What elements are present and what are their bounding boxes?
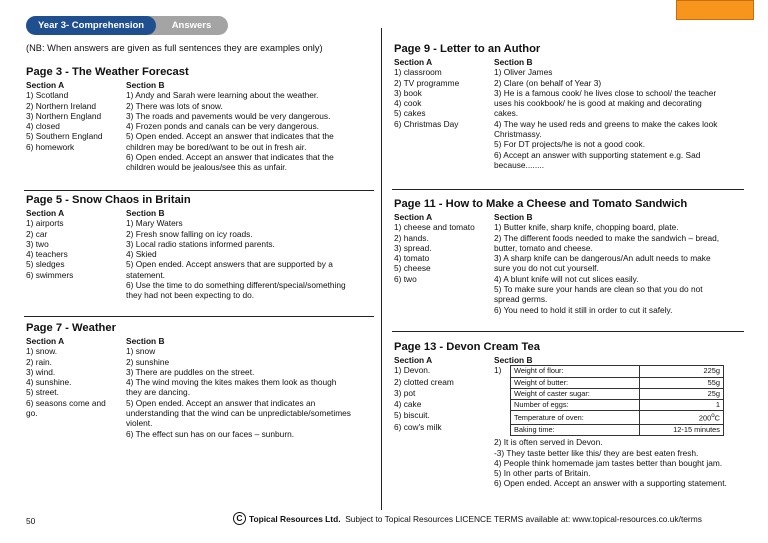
recipe-table-row bbox=[511, 424, 724, 435]
answer-row bbox=[26, 377, 376, 387]
section-b-answer: 5) For DT projects/he is not a good cook. bbox=[494, 139, 646, 150]
recipe-answer bbox=[494, 365, 744, 436]
section-b-answer: 3) He is a famous cook/ he lives close to school/ the teacher bbox=[494, 87, 717, 98]
answer-row bbox=[26, 229, 376, 239]
section-a-heading: Section A bbox=[26, 208, 65, 218]
tab-year3-comprehension[interactable]: Year 3- Comprehension bbox=[26, 16, 156, 35]
section-b-answer: 2) Clare (on behalf of Year 3) bbox=[494, 77, 602, 88]
section-title: Page 11 - How to Make a Cheese and Tomato Sandwich bbox=[394, 198, 688, 210]
section-a-answer: 3) pot bbox=[394, 387, 416, 398]
section-a-answer bbox=[26, 429, 126, 439]
degree-symbol: o bbox=[711, 412, 715, 420]
section-a-answer: 6) homework bbox=[26, 141, 75, 152]
section-headings bbox=[26, 80, 376, 90]
section-a-answer bbox=[26, 280, 126, 290]
section-a-answer: 3) Northern England bbox=[26, 110, 102, 121]
section-a-answer: 3) wind. bbox=[26, 366, 56, 377]
answer-row bbox=[394, 253, 744, 263]
section-a-answer: 4) closed bbox=[26, 121, 60, 132]
section-a-answer: 6) Christmas Day bbox=[394, 118, 459, 129]
section-a-answer: 1) Scotland bbox=[26, 90, 69, 101]
section-b-heading: Section B bbox=[494, 355, 533, 365]
answer-row bbox=[26, 259, 376, 269]
section-b-answer: 4) The wind moving the kites makes them look as though bbox=[126, 377, 337, 388]
company-name: Topical Resources Ltd. bbox=[249, 513, 341, 524]
section-a-answer bbox=[26, 418, 126, 428]
section-a-answer: 3) book bbox=[394, 87, 422, 98]
answer-row bbox=[26, 111, 376, 121]
section-b-answer: 6) Use the time to do something different/special/something bbox=[126, 280, 346, 291]
answer-row bbox=[26, 90, 376, 100]
section-b-answer: 3) There are puddles on the street. bbox=[126, 366, 255, 377]
answer-row bbox=[26, 101, 376, 111]
answer-row bbox=[26, 121, 376, 131]
section-b-heading: Section B bbox=[494, 212, 533, 222]
section-a-answer: 5) Southern England bbox=[26, 131, 103, 142]
answer-row bbox=[394, 274, 744, 284]
section-b-answer: 6) The effect sun has on our faces – sunburn. bbox=[126, 428, 295, 439]
section-page-5 bbox=[26, 194, 376, 301]
page-number: 50 bbox=[26, 516, 36, 526]
section-page-3 bbox=[26, 66, 376, 173]
section-a-answer: 4) teachers bbox=[26, 249, 68, 260]
answer-row bbox=[394, 243, 744, 253]
section-b-answer: sure you do not cut yourself. bbox=[494, 263, 599, 274]
recipe-value-unit: C bbox=[714, 413, 720, 423]
section-b-answer: 6) Open ended. Accept an answer with a supporting statement. bbox=[494, 478, 727, 489]
section-b-answer: 4) Frozen ponds and canals can be very dangerous. bbox=[126, 121, 319, 132]
section-a-heading: Section A bbox=[26, 80, 65, 90]
answer-row bbox=[26, 408, 376, 418]
answer-row bbox=[26, 249, 376, 259]
answer-row bbox=[26, 387, 376, 397]
corner-label-box bbox=[676, 0, 754, 20]
recipe-value-number: 55g bbox=[707, 377, 720, 387]
section-b-heading: Section B bbox=[126, 336, 165, 346]
section-a-answer: 4) cook bbox=[394, 98, 422, 109]
section-b-answer: 5) Open ended. Accept an answer that indicates an bbox=[126, 397, 316, 408]
section-page-13 bbox=[394, 341, 744, 489]
section-a-answer: 2) Northern Ireland bbox=[26, 100, 97, 111]
section-b-answer: 2) sunshine bbox=[126, 356, 170, 367]
section-title: Page 7 - Weather bbox=[26, 322, 116, 334]
recipe-table bbox=[510, 365, 724, 436]
answer-row bbox=[26, 162, 376, 172]
recipe-value bbox=[640, 411, 724, 424]
recipe-value bbox=[640, 424, 724, 435]
section-a-answer: 1) cheese and tomato bbox=[394, 222, 475, 233]
section-b-answer: because........ bbox=[494, 159, 545, 170]
section-b-answer: 5) Open ended. Accept an answer that indicates that the bbox=[126, 131, 334, 142]
footer-copyright bbox=[233, 512, 702, 525]
section-headings bbox=[394, 355, 744, 365]
recipe-label: Baking time: bbox=[511, 424, 640, 435]
section-b-answer: children would be jealous/see this as unfair. bbox=[126, 162, 287, 173]
section-title: Page 3 - The Weather Forecast bbox=[26, 66, 189, 78]
divider-left-1 bbox=[24, 190, 374, 191]
divider-right-1 bbox=[392, 189, 744, 190]
answer-row bbox=[394, 263, 744, 273]
section-headings bbox=[26, 208, 376, 218]
recipe-value-number: 200 bbox=[698, 413, 712, 423]
section-b-answer: violent. bbox=[126, 418, 153, 429]
answer-row bbox=[394, 150, 744, 160]
copyright-icon: C bbox=[233, 512, 246, 525]
section-b-answer: 3) A sharp knife can be dangerous/An adult needs to make bbox=[494, 253, 711, 264]
tab-answers[interactable]: Answers bbox=[141, 16, 228, 35]
answer-row bbox=[26, 131, 376, 141]
recipe-label: Number of eggs: bbox=[511, 400, 640, 411]
section-a-answer: 6) two bbox=[394, 273, 417, 284]
licence-text: Subject to Topical Resources LICENCE TERMS available at: www.topical-resources.co.uk/terms bbox=[345, 513, 702, 524]
recipe-value bbox=[640, 377, 724, 388]
section-b-answer: 5) Open ended. Accept answers that are supported by a bbox=[126, 259, 333, 270]
answer-row bbox=[394, 160, 744, 170]
section-a-answer: 2) hands. bbox=[394, 232, 429, 243]
answer-row bbox=[394, 119, 744, 129]
section-b-answer: 2) Fresh snow falling on icy roads. bbox=[126, 228, 253, 239]
section-b-answer: understanding that the wind can be unpredictable/sometimes bbox=[126, 408, 351, 419]
recipe-answer-number: 1) bbox=[494, 365, 502, 376]
section-b-answer: 4) People think homemade jam tastes better than bought jam. bbox=[494, 457, 723, 468]
section-b-answer: 6) You need to hold it still in order to cut it safely. bbox=[494, 304, 673, 315]
answer-row bbox=[394, 284, 744, 294]
section-b-answer: cakes. bbox=[494, 108, 519, 119]
section-a-answer: 2) TV programme bbox=[394, 77, 460, 88]
section-b-answer: statement. bbox=[126, 269, 165, 280]
section-b-more-answers bbox=[494, 437, 744, 488]
section-a-answer: 6) seasons come and bbox=[26, 397, 106, 408]
answer-row bbox=[394, 294, 744, 304]
section-a-answer: 1) airports bbox=[26, 218, 64, 229]
recipe-label: Weight of butter: bbox=[511, 377, 640, 388]
section-a-answer bbox=[394, 160, 494, 170]
section-a-answer: 2) rain. bbox=[26, 356, 52, 367]
recipe-table-row bbox=[511, 388, 724, 399]
section-b-answer: 6) Accept an answer with supporting statement e.g. Sad bbox=[494, 149, 701, 160]
section-b-answers bbox=[494, 365, 744, 488]
answer-row bbox=[26, 357, 376, 367]
section-title: Page 9 - Letter to an Author bbox=[394, 43, 541, 55]
recipe-table-row bbox=[511, 400, 724, 411]
section-a-answer: 5) street. bbox=[26, 387, 59, 398]
section-b-answer: 2) It is often served in Devon. bbox=[494, 437, 603, 448]
section-a-answer: 3) two bbox=[26, 238, 49, 249]
answer-row bbox=[394, 98, 744, 108]
section-b-answer: they had not been expecting to do. bbox=[126, 290, 255, 301]
recipe-label: Weight of flour: bbox=[511, 366, 640, 377]
section-a-answer: 4) tomato bbox=[394, 253, 430, 264]
answer-row bbox=[394, 305, 744, 315]
answer-row bbox=[26, 398, 376, 408]
answer-row bbox=[394, 78, 744, 88]
section-b-answer: Christmassy. bbox=[494, 129, 542, 140]
section-b-answer: butter, tomato and cheese. bbox=[494, 242, 593, 253]
section-a-answer: 5) biscuit. bbox=[394, 410, 430, 421]
section-b-answer: 3) The roads and pavements would be very dangerous. bbox=[126, 110, 331, 121]
section-a-answer: 6) swimmers bbox=[26, 269, 74, 280]
answer-row bbox=[394, 233, 744, 243]
section-page-11 bbox=[394, 198, 744, 315]
section-headings bbox=[26, 336, 376, 346]
section-b-answer: uses his cookbook/ he is good at making and decorating bbox=[494, 98, 702, 109]
section-b-answer: 5) To make sure your hands are clean so that you do not bbox=[494, 284, 703, 295]
section-headings bbox=[394, 57, 744, 67]
section-title: Page 5 - Snow Chaos in Britain bbox=[26, 194, 191, 206]
section-a-answer bbox=[26, 290, 126, 300]
recipe-value bbox=[640, 388, 724, 399]
answer-row bbox=[26, 346, 376, 356]
section-b-answer: 1) Oliver James bbox=[494, 67, 553, 78]
recipe-value-number: 225g bbox=[703, 366, 720, 376]
section-headings bbox=[394, 212, 744, 222]
answer-row bbox=[394, 139, 744, 149]
section-a-answer bbox=[394, 139, 494, 149]
answer-row bbox=[26, 218, 376, 228]
section-a-answer: 5) sledges bbox=[26, 259, 65, 270]
header-tabs bbox=[26, 16, 228, 35]
section-a-answer bbox=[394, 305, 494, 315]
section-a-answer: 2) car bbox=[26, 228, 48, 239]
recipe-table-row bbox=[511, 411, 724, 424]
section-a-answer: 4) cake bbox=[394, 399, 422, 410]
recipe-value-number: 25g bbox=[707, 389, 720, 399]
section-title: Page 13 - Devon Cream Tea bbox=[394, 341, 540, 353]
answer-row bbox=[26, 152, 376, 162]
section-a-answer bbox=[26, 162, 126, 172]
answer-row bbox=[26, 142, 376, 152]
answer-row bbox=[26, 429, 376, 439]
answer-row bbox=[26, 418, 376, 428]
section-a-heading: Section A bbox=[394, 57, 433, 67]
section-b-answer: 1) snow bbox=[126, 346, 156, 357]
answer-row bbox=[394, 108, 744, 118]
answer-row bbox=[394, 129, 744, 139]
section-a-heading: Section A bbox=[394, 212, 433, 222]
answer-row bbox=[394, 67, 744, 77]
section-page-7 bbox=[26, 322, 376, 439]
section-a-answer bbox=[394, 294, 494, 304]
note-text: (NB: When answers are given as full sentences they are examples only) bbox=[26, 43, 323, 53]
section-b-answer: 4) A blunt knife will not cut slices easily. bbox=[494, 273, 639, 284]
recipe-label: Weight of caster sugar: bbox=[511, 388, 640, 399]
section-a-answer bbox=[394, 129, 494, 139]
recipe-value bbox=[640, 366, 724, 377]
section-b-answer: 3) Local radio stations informed parents. bbox=[126, 238, 275, 249]
answer-row bbox=[26, 367, 376, 377]
section-b-answer: 4) Skied bbox=[126, 249, 157, 260]
section-b-answer: 4) The way he used reds and greens to make the cakes look bbox=[494, 118, 718, 129]
section-a-answer bbox=[394, 284, 494, 294]
section-b-heading: Section B bbox=[126, 80, 165, 90]
section-a-answer: 6) cow's milk bbox=[394, 421, 442, 432]
section-b-answer: -3) They taste better like this/ they are best eaten fresh. bbox=[494, 447, 699, 458]
answer-row bbox=[394, 88, 744, 98]
recipe-label: Temperature of oven: bbox=[511, 411, 640, 424]
section-b-answer: 5) In other parts of Britain. bbox=[494, 468, 591, 479]
section-b-answer: children may be bored/want to be out in fresh air. bbox=[126, 141, 307, 152]
section-a-heading: Section A bbox=[394, 355, 433, 365]
section-a-answer: go. bbox=[26, 408, 38, 419]
section-a-answers bbox=[394, 365, 494, 488]
recipe-table-row bbox=[511, 366, 724, 377]
section-b-heading: Section B bbox=[126, 208, 165, 218]
answer-row bbox=[394, 222, 744, 232]
section-a-answer: 1) snow. bbox=[26, 346, 58, 357]
section-b-answer: 6) Open ended. Accept an answer that indicates that the bbox=[126, 152, 334, 163]
section-a-answer bbox=[26, 152, 126, 162]
section-b-heading: Section B bbox=[494, 57, 533, 67]
section-b-answer: 1) Andy and Sarah were learning about the weather. bbox=[126, 90, 319, 101]
recipe-table-row bbox=[511, 377, 724, 388]
divider-left-2 bbox=[24, 316, 374, 317]
column-divider bbox=[381, 28, 382, 510]
section-a-answer: 5) cakes bbox=[394, 108, 426, 119]
section-b-answer: 2) There was lots of snow. bbox=[126, 100, 223, 111]
recipe-value-number: 1 bbox=[715, 400, 720, 410]
answer-row bbox=[26, 280, 376, 290]
section-b-answer: 1) Butter knife, sharp knife, chopping board, plate. bbox=[494, 222, 679, 233]
section-a-answer: 1) classroom bbox=[394, 67, 442, 78]
divider-right-2 bbox=[392, 331, 744, 332]
recipe-value bbox=[640, 400, 724, 411]
section-a-answer: 2) clotted cream bbox=[394, 376, 454, 387]
section-b-answer: they are dancing. bbox=[126, 387, 191, 398]
section-b-answer: spread germs. bbox=[494, 294, 548, 305]
answer-row bbox=[26, 239, 376, 249]
section-a-answer: 1) Devon. bbox=[394, 365, 431, 376]
section-a-answer: 3) spread. bbox=[394, 242, 432, 253]
section-a-answer: 4) sunshine. bbox=[26, 377, 72, 388]
section-a-heading: Section A bbox=[26, 336, 65, 346]
section-a-answer: 5) cheese bbox=[394, 263, 431, 274]
recipe-value-number: 12-15 minutes bbox=[673, 425, 720, 435]
section-page-9 bbox=[394, 43, 744, 170]
section-b-answer: 1) Mary Waters bbox=[126, 218, 183, 229]
answer-row bbox=[26, 290, 376, 300]
answer-row bbox=[26, 270, 376, 280]
section-a-answer bbox=[394, 150, 494, 160]
section-b-answer: 2) The different foods needed to make the sandwich – bread, bbox=[494, 232, 720, 243]
